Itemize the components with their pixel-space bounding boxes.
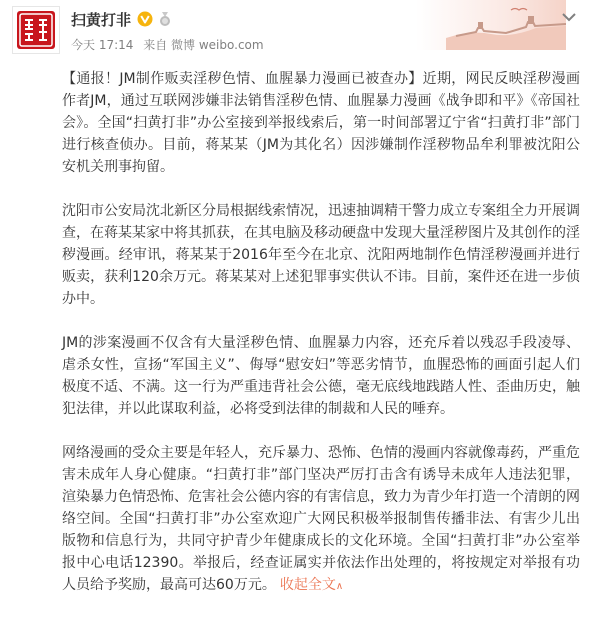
- post-paragraph-4-text: 网络漫画的受众主要是年轻人，充斥暴力、恐怖、色情的漫画内容就像毒药，严重危害未成年人身心健康。“扫黄打非”部门坚决严厉打击含有诱导未成年人违法犯罪，渲染暴力色情恐怖、危害社会公德内容的有害信息，致力为青少年打造一个清朗的网络空间。全国“扫黄打非”办公室欢迎广大网民积极举报制售传播非法、有害少儿出版物和信息行为，共同守护青少年健康成长的文化环境。全国“扫黄打非”办公室举报中心电话12390。举报后，经查证属实并依法作出处理的，将按规定对举报有功人员给予奖励，最高可达60万元。: [62, 445, 580, 593]
- post-paragraph-2: 沈阳市公安局沈北新区分局根据线索情况，迅速抽调精干警力成立专案组全力开展调查，在蒋某某家中将其抓获，在其电脑及移动硬盘中发现大量淫秽图片及其创作的淫秽漫画。经审讯，蒋某某于2016年至今在北京、沈阳两地制作色情淫秽漫画并进行贩卖，获利120余万元。蒋某某对上述犯罪事实供认不讳。目前，案件还在进一步侦办中。: [62, 203, 580, 307]
- avatar[interactable]: [12, 6, 60, 54]
- seal-logo-icon: [16, 10, 56, 50]
- post-paragraph-1: 【通报！JM制作贩卖淫秽色情、血腥暴力漫画已被查办】近期，网民反映淫秽漫画作者JM，通过互联网涉嫌非法销售淫秽色情、血腥暴力漫画《战争即和平》《帝国社会》。全国“扫黄打非”办公室接到举报线索后，第一时间部署辽宁省“扫黄打非”部门进行核查侦办。目前，蒋某某（JM为其化名）因涉嫌制作淫秽物品牟利罪被沈阳公安机关刑事拘留。: [62, 71, 580, 175]
- user-row: [71, 8, 173, 30]
- verified-v-icon[interactable]: [137, 11, 153, 27]
- collapse-fulltext-link[interactable]: [280, 577, 343, 593]
- post-paragraph-4: [62, 442, 580, 598]
- collapse-label: 收起全文: [279, 577, 336, 593]
- post-time[interactable]: 今天 17:14: [71, 38, 134, 52]
- username[interactable]: 扫黄打非: [71, 10, 132, 29]
- post-meta: [71, 36, 270, 53]
- medal-icon[interactable]: [157, 11, 173, 27]
- post-paragraph-3: JM的涉案漫画不仅含有大量淫秽色情、血腥暴力内容，还充斥着以残忍手段凌辱、虐杀女性，宣扬“军国主义”、侮辱“慰安妇”等恶劣情节，血腥恐怖的画面引起人们极度不适、不满。这一行为严重违背社会公德，毫无底线地践踏人性、歪曲历史，触犯法律，并以此谋取利益，必将受到法律的制裁和人民的唾弃。: [62, 335, 580, 417]
- great-wall-banner: [416, 0, 566, 50]
- collapse-arrow-icon: ∧: [335, 581, 344, 592]
- post-content: [62, 68, 580, 598]
- chevron-down-icon[interactable]: [562, 12, 576, 22]
- post-header: [0, 0, 590, 66]
- post-source[interactable]: 来自 微博 weibo.com: [143, 38, 264, 52]
